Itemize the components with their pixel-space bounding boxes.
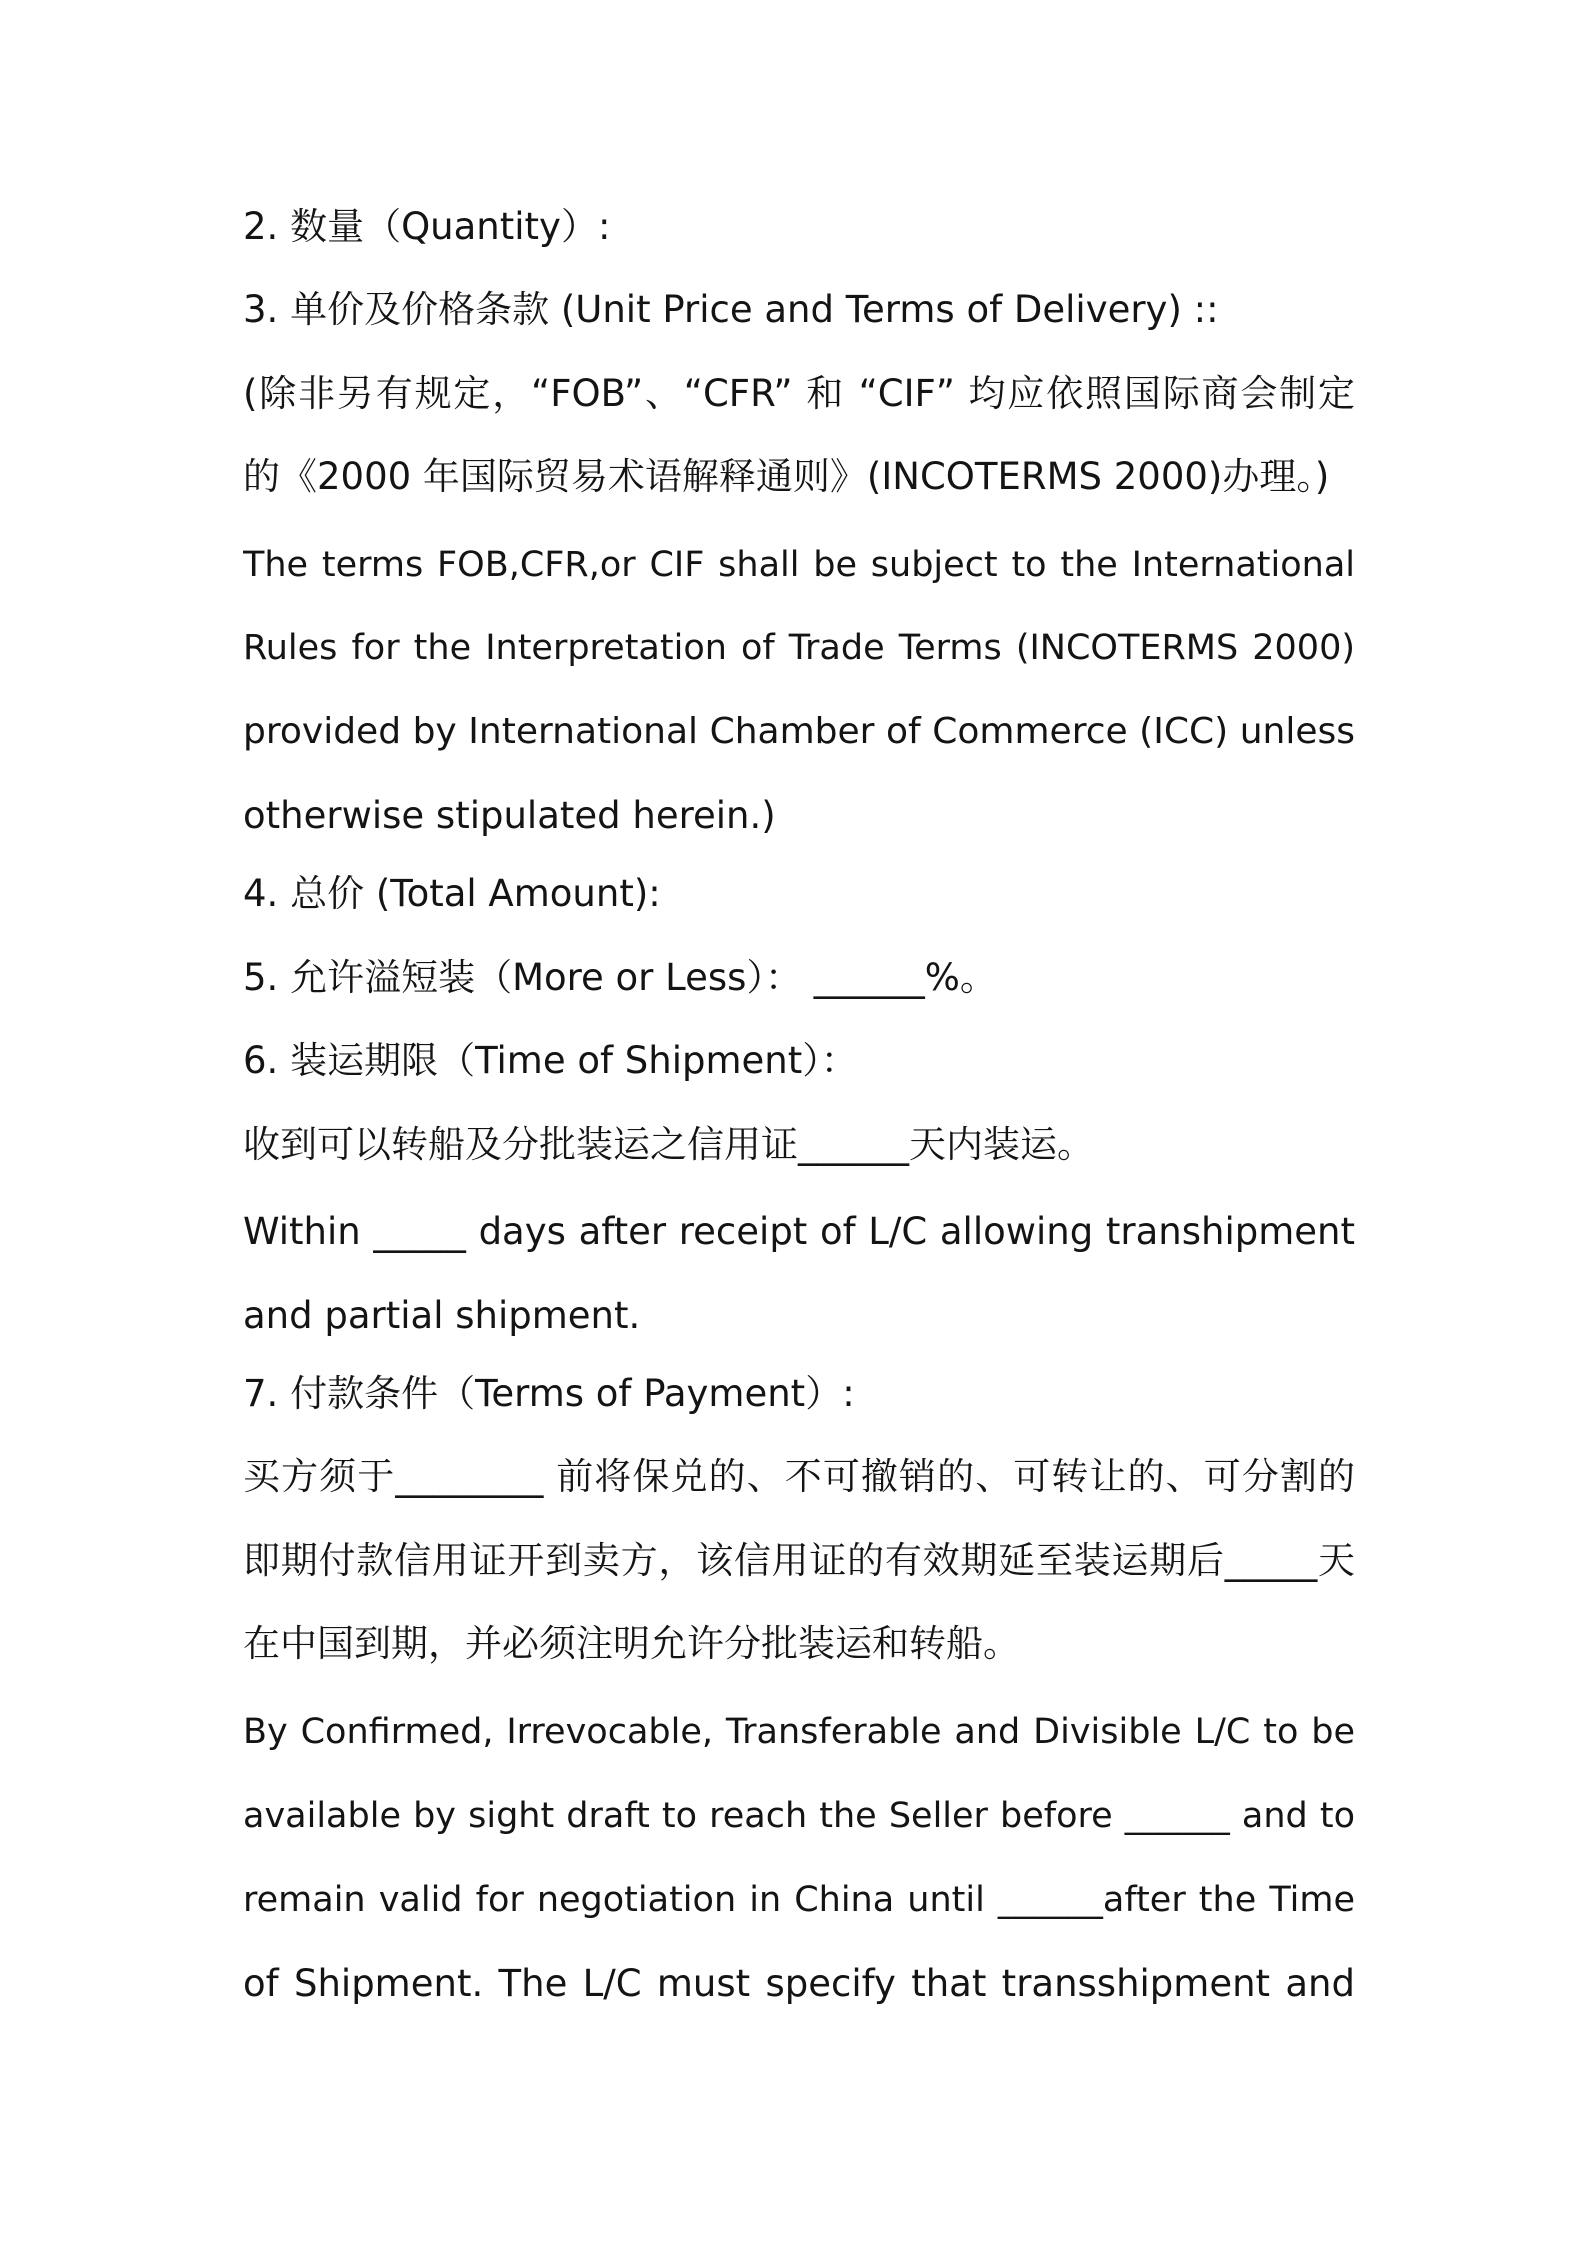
clause-3-chinese-note-line-2: 的《2000 年国际贸易术语解释通则》(INCOTERMS 2000)办理。) — [243, 455, 1330, 498]
clause-3-english-note-line-2: Rules for the Interpretation of Trade Terms (INCOTERMS 2000) — [243, 628, 1355, 668]
clause-7-english-text-line-4: of Shipment. The L/C must specify that transshipment and — [243, 1962, 1355, 2005]
clause-7-chinese-text-line-2: 即期付款信用证开到卖方，该信用证的有效期延至装运期后_____天 — [243, 1539, 1355, 1582]
clause-5-more-or-less-heading: 5. 允许溢短装（More or Less）： ______%。 — [243, 956, 997, 999]
clause-7-english-text-line-2: available by sight draft to reach the Seller before ______ and to — [243, 1796, 1355, 1836]
clause-7-english-text-line-3: remain valid for negotiation in China until ______after the Time — [243, 1880, 1355, 1920]
clause-6-english-text-line-2: and partial shipment. — [243, 1294, 641, 1337]
clause-4-total-amount-heading: 4. 总价 (Total Amount): — [243, 872, 661, 915]
clause-3-english-note-line-3: provided by International Chamber of Commerce (ICC) unless — [243, 711, 1355, 752]
clause-3-unit-price-heading: 3. 单价及价格条款 (Unit Price and Terms of Delivery) :: — [243, 288, 1219, 331]
clause-3-english-note-line-1: The terms FOB,CFR,or CIF shall be subject to the International — [243, 545, 1355, 585]
clause-7-english-text-line-1: By Confirmed, Irrevocable, Transferable and Divisible L/C to be — [243, 1712, 1355, 1752]
clause-6-chinese-text: 收到可以转船及分批装运之信用证______天内装运。 — [243, 1123, 1094, 1166]
clause-7-chinese-text-line-1: 买方须于________ 前将保兑的、不可撤销的、可转让的、可分割的 — [243, 1455, 1355, 1498]
clause-6-english-text-line-1: Within _____ days after receipt of L/C allowing transhipment — [243, 1210, 1355, 1253]
clause-6-time-of-shipment-heading: 6. 装运期限（Time of Shipment）： — [243, 1039, 858, 1082]
clause-3-chinese-note-line-1: (除非另有规定，“FOB”、“CFR” 和 “CIF” 均应依照国际商会制定 — [243, 372, 1355, 415]
clause-7-terms-of-payment-heading: 7. 付款条件（Terms of Payment）: — [243, 1372, 855, 1415]
clause-3-english-note-line-4: otherwise stipulated herein.) — [243, 794, 776, 837]
clause-2-quantity-heading: 2. 数量（Quantity）: — [243, 205, 611, 248]
clause-7-chinese-text-line-3: 在中国到期，并必须注明允许分批装运和转船。 — [243, 1622, 1020, 1665]
